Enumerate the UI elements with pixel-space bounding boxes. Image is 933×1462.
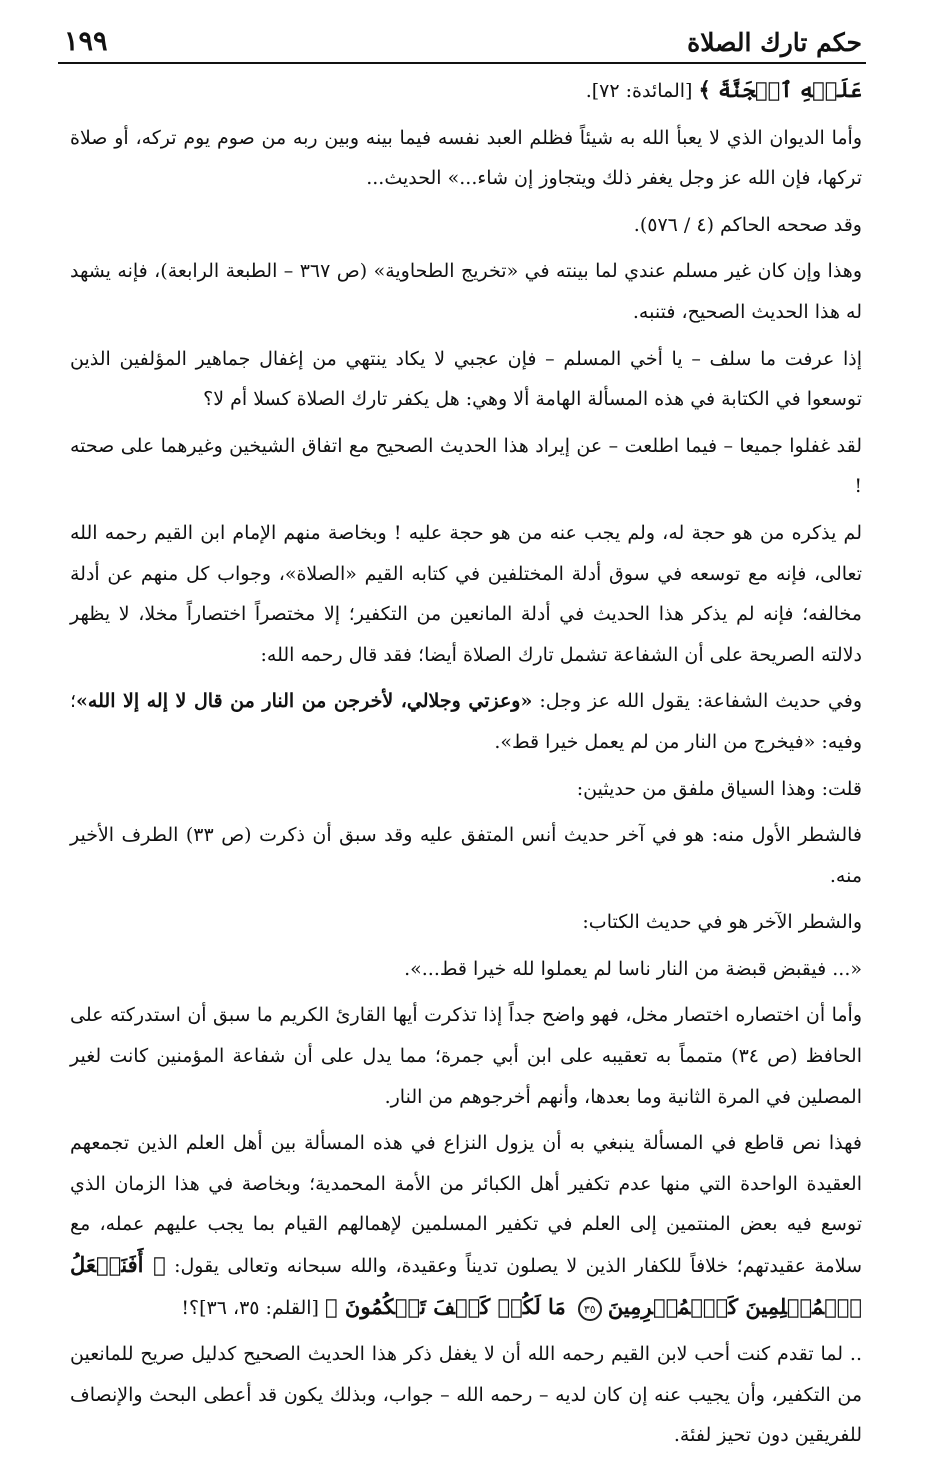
paragraph: وقد صححه الحاكم (٤ / ٥٧٦). [633,213,862,236]
paragraph: والشطر الآخر هو في حديث الكتاب: [582,911,862,934]
page-body [70,70,862,1462]
paragraph: .. لما تقدم كنت أحب لابن القيم رحمه الله أن لا يغفل ذكر هذا الحديث الصحيح كدليل صريح للمانعين من التكفير، وأن يجيب عنه إن كان لديه – رحمه الله – جواب، وبذلك يكون قد أعطى البحث والإنصاف للفريقين دون تحيز لفئة. [70,1343,862,1447]
text-run: ؛ وفيه: «فيخرج من النار من لم يعمل خيرا قط». [70,690,862,753]
page-number: ١٩٩ [64,26,108,57]
page-header [58,22,866,64]
text-run: وفي حديث الشفاعة: يقول الله عز وجل: [539,690,863,713]
paragraph: وهذا وإن كان غير مسلم عندي لما بينته في «تخريج الطحاوية» (ص ٣٦٧ – الطبعة الرابعة)، فإنه يشهد له هذا الحديث الصحيح، فتنبه. [70,260,862,323]
quran-verse: مَا لَكُمۡ كَيۡفَ تَحۡكُمُونَ ﴾ [325,1293,566,1319]
paragraph: وأما الديوان الذي لا يعبأ الله به شيئاً فظلم العبد نفسه فيما بينه وبين ربه من صوم يوم تركه، أو صلاة تركها، فإن الله عز وجل يغفر ذلك ويتجاوز إن شاء...» الحديث... [70,126,862,190]
paragraph [70,1123,862,1328]
verse-reference: [القلم: ٣٥، ٣٦]؟! [181,1296,319,1319]
paragraph: لم يذكره من هو حجة له، ولم يجب عنه من هو حجة عليه ! وبخاصة منهم الإمام ابن القيم رحمه الله تعالى، فإنه مع توسعه في سوق أدلة المختلفين في كتابه القيم «الصلاة»، وجواب كل منهم عن أدلة مخالفه؛ فإنه لم يذكر هذا الحديث في أدلة المانعين من التكفير؛ إلا مختصراً اختصاراً مخلا، لا يظهر دلالته الصريحة على أن الشفاعة تشمل تارك الصلاة أيضا؛ فقد قال رحمه الله: [70,521,862,666]
paragraph [70,70,862,112]
paragraph: وأما أن اختصاره اختصار مخل، فهو واضح جداً إذا تذكرت أيها القارئ الكريم ما سبق أن استدركته على الحافظ (ص ٣٤) متمماً به تعقيبه على ابن أبي جمرة؛ مما يدل على أن شفاعة المؤمنين كانت لغير المصلين في المرة الثانية وما بعدها، وأنهم أخرجوهم من النار. [70,1004,862,1108]
quran-verse: عَلَيۡهِ ٱلۡجَنَّةَ ﴾ [698,77,862,102]
paragraph [70,681,862,762]
paragraph: فالشطر الأول منه: هو في آخر حديث أنس المتفق عليه وقد سبق أن ذكرت (ص ٣٣) الطرف الأخير منه. [70,824,862,887]
verse-reference: [المائدة: ٧٢]. [585,80,693,102]
quran-verse: ﴿ أَفَنَجۡعَلُ ٱلۡمُسۡلِمِينَ كَٱلۡمُجۡرِمِينَ [70,1252,862,1319]
running-title: حكم تارك الصلاة [687,28,862,57]
hadith-quote: «وعزتي وجلالي، لأخرجن من النار من قال لا إله إلا الله» [76,690,533,713]
paragraph: قلت: وهذا السياق ملفق من حديثين: [576,777,862,800]
paragraph: إذا عرفت ما سلف – يا أخي المسلم – فإن عجبي لا يكاد ينتهي من إغفال جماهير المؤلفين الذين توسعوا في الكتابة في هذه المسألة الهامة ألا وهي: هل يكفر تارك الصلاة كسلا أم لا؟ [70,347,862,411]
paragraph: لقد غفلوا جميعا – فيما اطلعت – عن إيراد هذا الحديث الصحيح مع اتفاق الشيخين وغيرهما على صحته ! [70,434,862,498]
text-run: فهذا نص قاطع في المسألة ينبغي به أن يزول النزاع في هذه المسألة بين أهل العلم الذين تجمعهم العقيدة الواحدة التي منها عدم تكفير أهل الكبائر من الأمة المحمدية؛ وبخاصة في هذا الزمان الذي توسع فيه بعض المنتمين إلى العلم في تكفير المسلمين لإهمالهم القيام بما يجب عليهم عمله، مع سلامة عقيدتهم؛ خلافاً للكفار الذين لا يصلون تديناً وعقيدة، والله سبحانه وتعالى يقول: [70,1132,863,1278]
ayah-number-marker: ٣٥ [578,1297,602,1321]
paragraph: «... فيقبض قبضة من النار ناسا لم يعملوا لله خيرا قط...». [404,957,862,980]
